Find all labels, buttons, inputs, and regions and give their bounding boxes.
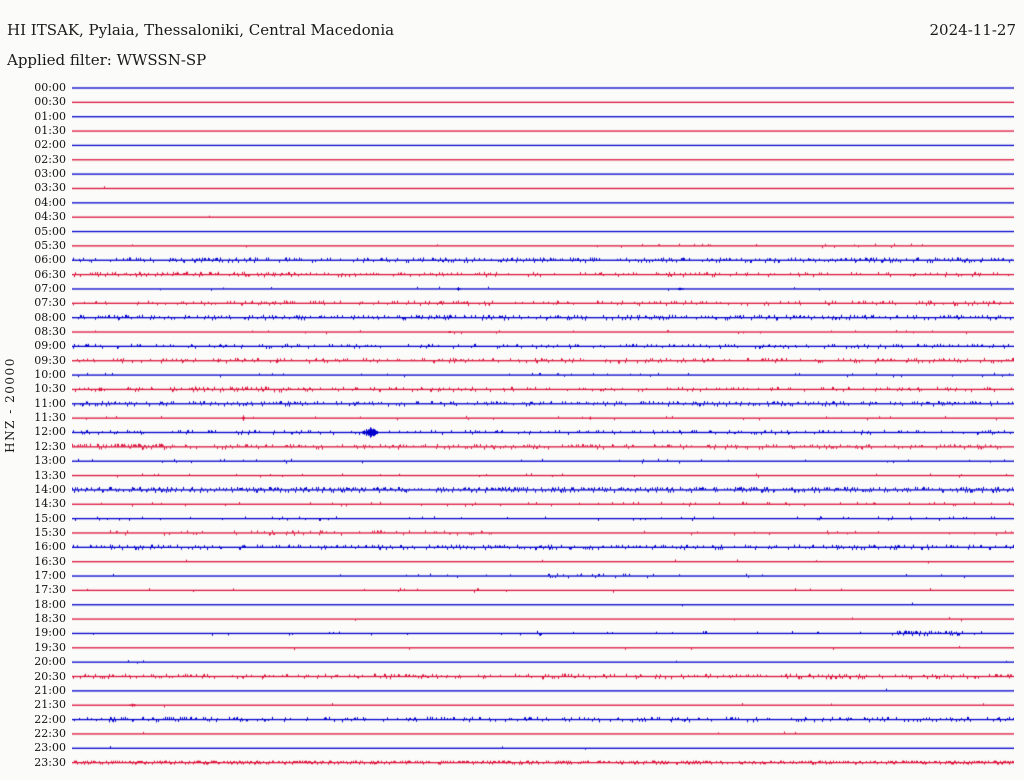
trace-time-label: 22:00	[34, 712, 66, 726]
trace-time-label: 21:00	[34, 683, 66, 697]
trace-time-label: 12:00	[34, 425, 66, 439]
trace-time-label: 08:00	[34, 310, 66, 324]
trace-time-label: 01:30	[34, 124, 66, 138]
trace-time-label: 12:30	[34, 439, 66, 453]
trace-time-label: 00:30	[34, 95, 66, 109]
trace-time-label: 23:30	[34, 755, 66, 769]
trace-time-label: 13:30	[34, 468, 66, 482]
trace-time-label: 15:30	[34, 525, 66, 539]
trace-time-label: 04:00	[34, 195, 66, 209]
trace-time-label: 18:30	[34, 612, 66, 626]
trace-time-label: 05:30	[34, 238, 66, 252]
station-title: HI ITSAK, Pylaia, Thessaloniki, Central Macedonia	[7, 21, 395, 39]
trace-time-label: 09:00	[34, 339, 66, 353]
trace-time-label: 13:00	[34, 454, 66, 468]
trace-time-label: 05:00	[34, 224, 66, 238]
trace-time-label: 22:30	[34, 726, 66, 740]
trace-time-label: 10:00	[34, 368, 66, 382]
trace-time-label: 09:30	[34, 353, 66, 367]
applied-filter-label: Applied filter: WWSSN-SP	[7, 51, 207, 69]
trace-time-label: 20:30	[34, 669, 66, 683]
trace-time-label: 07:00	[34, 281, 66, 295]
trace-time-label: 06:00	[34, 253, 66, 267]
trace-time-label: 02:00	[34, 138, 66, 152]
trace-time-label: 19:00	[34, 626, 66, 640]
helicorder-trace-plot	[72, 81, 1014, 773]
trace-time-label: 11:30	[34, 411, 66, 425]
trace-time-label: 01:00	[34, 109, 66, 123]
trace-time-label: 23:00	[34, 741, 66, 755]
trace-time-label: 19:30	[34, 640, 66, 654]
channel-scale-label: HNZ - 20000	[3, 357, 17, 453]
trace-time-label: 06:30	[34, 267, 66, 281]
trace-time-label: 17:00	[34, 569, 66, 583]
trace-time-label: 00:00	[34, 81, 66, 94]
trace-time-label: 15:00	[34, 511, 66, 525]
trace-time-label: 16:30	[34, 554, 66, 568]
trace-time-label: 04:30	[34, 210, 66, 224]
trace-time-label: 16:00	[34, 540, 66, 554]
trace-time-label: 17:30	[34, 583, 66, 597]
trace-time-label: 03:30	[34, 181, 66, 195]
trace-time-label: 02:30	[34, 152, 66, 166]
trace-time-label: 07:30	[34, 296, 66, 310]
trace-time-label: 21:30	[34, 698, 66, 712]
trace-time-label: 20:00	[34, 655, 66, 669]
trace-time-label: 11:00	[34, 396, 66, 410]
trace-time-label: 14:30	[34, 497, 66, 511]
trace-time-label: 10:30	[34, 382, 66, 396]
trace-time-label: 08:30	[34, 325, 66, 339]
trace-time-label: 03:00	[34, 167, 66, 181]
trace-time-label: 14:00	[34, 482, 66, 496]
trace-time-label: 18:00	[34, 597, 66, 611]
plot-date: 2024-11-27	[929, 21, 1016, 39]
